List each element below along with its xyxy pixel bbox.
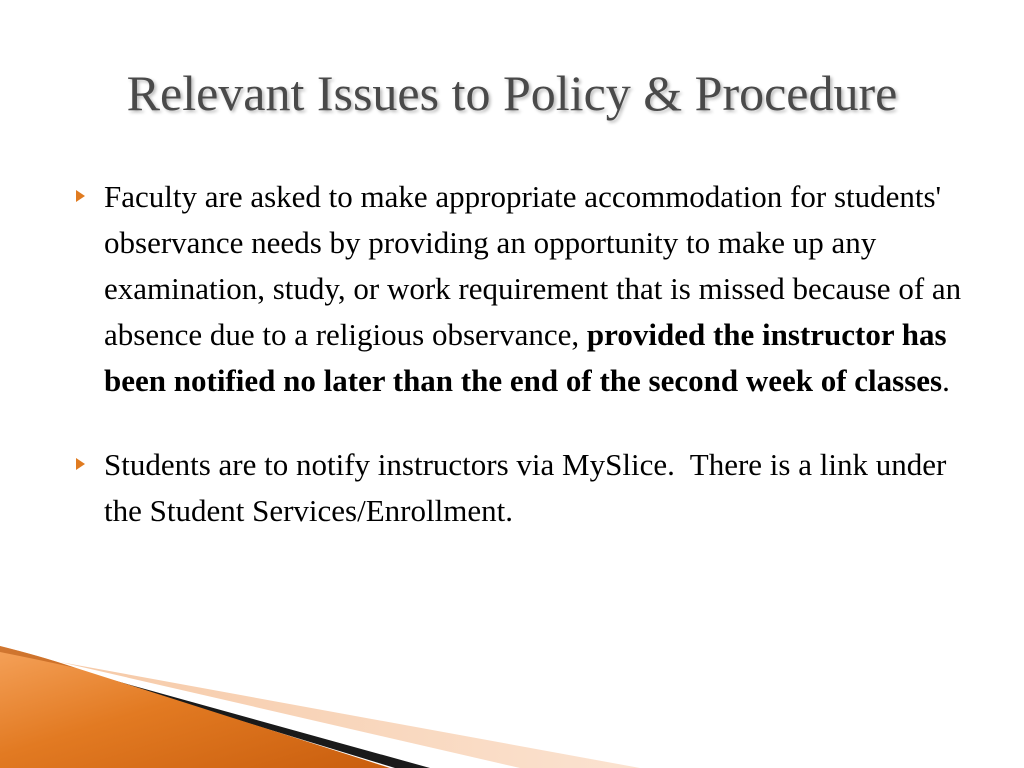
bullet-text: Faculty are asked to make appropriate accommodation for students' observance needs by providing an opportunity to make up any examination, study, or work requirement that is missed because of an absence due to a religious observance, [104,179,962,352]
triangle-bullet-icon [76,190,85,202]
bullet-list [72,174,972,534]
decorative-swoosh [0,600,1024,768]
bullet-item-accommodation [72,174,972,404]
triangle-bullet-icon [76,458,85,470]
bullet-text: Students are to notify instructors via MySlice. There is a link under the Student Services/Enrollment. [104,447,955,528]
bullet-item-notify [72,442,972,534]
bullet-text-end: . [942,363,950,398]
bullet-text-emphasis: provided the instructor has been notified no later than the end of the second week of classes [104,317,947,398]
slide-title: Relevant Issues to Policy & Procedure [126,65,898,121]
